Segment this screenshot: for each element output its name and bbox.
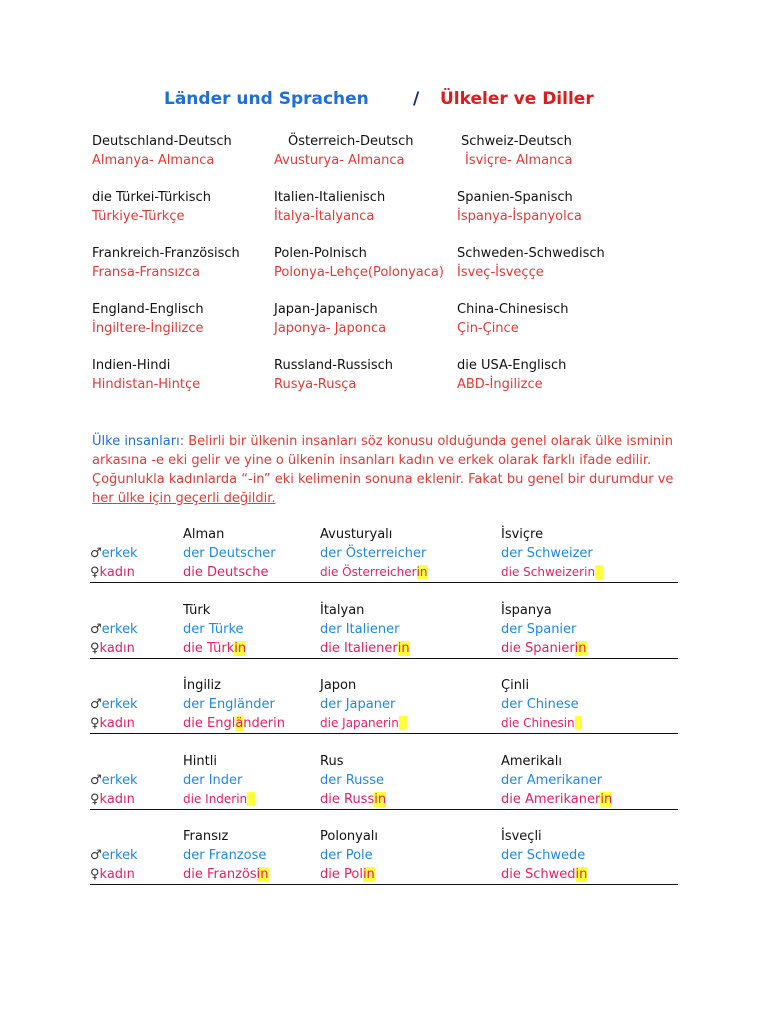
female-suffix-highlight: ä (235, 716, 244, 731)
female-label-text: kadın (99, 792, 135, 807)
nationality-header: Fransız (183, 829, 229, 844)
female-form (501, 865, 587, 884)
male-label-text: erkek (101, 848, 138, 863)
female-form-base: die Engl (183, 716, 236, 731)
female-symbol-icon: ♀ (90, 716, 100, 731)
female-form-base: die Österreicher (320, 565, 417, 579)
nationality-header: İngiliz (183, 678, 221, 693)
country-pair (274, 188, 385, 226)
german-name: Japan-Japanisch (274, 302, 378, 317)
female-label-text: kadın (99, 641, 135, 656)
female-symbol-icon: ♀ (90, 641, 100, 656)
nationality-header: Türk (183, 603, 211, 618)
female-form (183, 639, 246, 658)
turkish-name: ABD-İngilizce (457, 377, 543, 392)
female-form (183, 714, 285, 733)
female-form-base: die Pol (320, 867, 363, 882)
male-form: der Russe (320, 773, 384, 788)
female-symbol-icon: ♀ (90, 565, 100, 580)
female-form (501, 639, 587, 658)
country-pair (92, 132, 232, 170)
male-form: der Engländer (183, 697, 275, 712)
german-name: Italien-Italienisch (274, 190, 386, 205)
male-label-text: erkek (101, 773, 138, 788)
german-name: die Türkei-Türkisch (92, 190, 211, 205)
country-pair (457, 356, 566, 394)
male-label (90, 846, 138, 865)
female-label (90, 714, 135, 733)
female-form-base: die Türk (183, 641, 235, 656)
female-form-base: die Schweizerin (501, 565, 596, 579)
german-name: Polen-Polnisch (274, 246, 367, 261)
german-name: Deutschland-Deutsch (92, 134, 232, 149)
group-divider (90, 582, 678, 583)
female-suffix-highlight: in (574, 641, 587, 656)
female-form-base: die Chinesin (501, 716, 575, 730)
country-pair (457, 300, 569, 338)
group-divider (90, 809, 678, 810)
female-label-text: kadın (99, 716, 135, 731)
turkish-name: İsveç-İsveçҫe (457, 265, 544, 280)
country-pair (274, 300, 386, 338)
country-pair (92, 188, 211, 226)
country-pair (457, 188, 582, 226)
country-pair (461, 132, 572, 170)
group-divider (90, 733, 678, 734)
male-form: der Franzose (183, 848, 267, 863)
female-suffix-highlight (595, 565, 603, 579)
female-label-text: kadın (99, 565, 135, 580)
nationality-header: İspanya (501, 603, 552, 618)
female-symbol-icon: ♀ (90, 792, 100, 807)
female-form-base: die Französ (183, 867, 257, 882)
german-name: Frankreich-Französisch (92, 246, 240, 261)
german-name: Indien-Hindi (92, 358, 171, 373)
female-form (320, 563, 428, 582)
turkish-name: İsviçre- Almanca (465, 153, 573, 168)
female-suffix-highlight (247, 792, 255, 806)
female-form-base: die Deutsche (183, 565, 269, 580)
female-suffix-highlight: in (416, 565, 428, 579)
male-form: der Italiener (320, 622, 400, 637)
male-form: der Österreicher (320, 546, 427, 561)
male-form: der Türke (183, 622, 244, 637)
male-label-text: erkek (101, 546, 138, 561)
country-pair (274, 132, 414, 170)
nationality-header: Rus (320, 754, 344, 769)
female-suffix-highlight: in (397, 641, 410, 656)
female-suffix-highlight: in (234, 641, 247, 656)
female-form-base: die Schwed (501, 867, 576, 882)
nationality-header: Amerikalı (501, 754, 563, 769)
male-form: der Deutscher (183, 546, 276, 561)
male-label (90, 771, 138, 790)
male-label (90, 695, 138, 714)
turkish-name: Türkiye-Türkçe (92, 209, 185, 224)
nationality-header: Çinli (501, 678, 530, 693)
female-suffix-highlight: in (575, 867, 588, 882)
female-form-base: die Inderin (183, 792, 248, 806)
country-pair (92, 244, 240, 282)
female-label (90, 639, 135, 658)
turkish-name: Çin-Çince (457, 321, 519, 336)
paragraph-colon: : (179, 434, 185, 449)
male-symbol-icon: ♂ (90, 622, 102, 637)
german-name: Österreich-Deutsch (288, 134, 414, 149)
title-turkish: Ülkeler ve Diller (440, 89, 594, 109)
title-german: Länder und Sprachen (164, 89, 369, 109)
country-pair (92, 356, 200, 394)
male-form: der Spanier (501, 622, 577, 637)
group-divider (90, 884, 678, 885)
male-form: der Amerikaner (501, 773, 603, 788)
german-name: England-Englisch (92, 302, 204, 317)
male-form: der Japaner (320, 697, 396, 712)
group-divider (90, 658, 678, 659)
female-symbol-icon: ♀ (90, 867, 100, 882)
turkish-name: Almanya- Almanca (92, 153, 215, 168)
country-pair (274, 244, 444, 282)
female-suffix-highlight (575, 716, 583, 730)
nationality-header: Polonyalı (320, 829, 379, 844)
turkish-name: Hindistan-Hintçe (92, 377, 201, 392)
female-form-base: die Japanerin (320, 716, 399, 730)
title-separator: / (413, 89, 420, 109)
male-symbol-icon: ♂ (90, 697, 102, 712)
female-form (320, 714, 407, 733)
female-form-base: die Russ (320, 792, 375, 807)
turkish-name: İngiltere-İngilizce (92, 321, 204, 336)
female-form (320, 865, 375, 884)
male-form: der Pole (320, 848, 373, 863)
male-form: der Chinese (501, 697, 579, 712)
female-label-text: kadın (99, 867, 135, 882)
male-symbol-icon: ♂ (90, 773, 102, 788)
female-form (501, 563, 603, 582)
turkish-name: Fransa-Fransızca (92, 265, 200, 280)
female-form-base: die Spanier (501, 641, 575, 656)
nationality-header: Hintli (183, 754, 217, 769)
german-name: die USA-Englisch (457, 358, 567, 373)
female-form (183, 790, 255, 809)
female-suffix-highlight: in (600, 792, 613, 807)
male-label-text: erkek (101, 697, 138, 712)
female-form-base: die Amerikaner (501, 792, 601, 807)
female-suffix-highlight (399, 716, 407, 730)
german-name: Schweden-Schwedisch (457, 246, 605, 261)
german-name: China-Chinesisch (457, 302, 569, 317)
female-suffix-highlight: in (256, 867, 269, 882)
german-name: Russland-Russisch (274, 358, 393, 373)
nationality-header: İsviçre (501, 527, 544, 542)
female-form (501, 790, 612, 809)
female-label (90, 865, 135, 884)
nationality-header: Japon (320, 678, 357, 693)
female-form-base: die Italiener (320, 641, 398, 656)
german-name: Spanien-Spanisch (457, 190, 573, 205)
female-form (183, 563, 269, 582)
nationality-header: Alman (183, 527, 225, 542)
male-label (90, 620, 138, 639)
female-form (501, 714, 582, 733)
male-label (90, 544, 138, 563)
male-form: der Inder (183, 773, 243, 788)
country-pair (274, 356, 393, 394)
nationality-header: İtalyan (320, 603, 365, 618)
page-title (0, 89, 768, 113)
turkish-name: Japonya- Japonca (274, 321, 387, 336)
male-form: der Schwede (501, 848, 586, 863)
female-form (320, 639, 410, 658)
turkish-name: Avusturya- Almanca (274, 153, 405, 168)
paragraph-underlined: her ülke için geçerli değildir. (92, 491, 276, 506)
turkish-name: Polonya-Lehçe(Polonyaca) (274, 265, 444, 280)
turkish-name: Rusya-Rusça (274, 377, 357, 392)
female-suffix-highlight: in (374, 792, 387, 807)
paragraph-label: Ülke insanları (92, 434, 180, 449)
female-label (90, 790, 135, 809)
male-symbol-icon: ♂ (90, 546, 102, 561)
male-label-text: erkek (101, 622, 138, 637)
intro-paragraph (92, 432, 682, 508)
country-pair (457, 244, 605, 282)
paragraph-body: Belirli bir ülkenin insanları söz konusu olduğunda genel olarak ülke isminin arkasına -e eki gelir ve yine o ülkenin insanları kadın ve erkek olarak farklı ifade edilir. Çoğunlukla kadınlarda “-in” eki kelimenin sonuna eklenir. Fakat bu genel bir durumdur ve (92, 434, 674, 487)
female-form-tail: nderin (243, 716, 285, 731)
nationality-header: İsveçli (501, 829, 542, 844)
turkish-name: İspanya-İspanyolca (457, 209, 582, 224)
turkish-name: İtalya-İtalyanca (274, 209, 375, 224)
female-suffix-highlight: in (362, 867, 375, 882)
german-name: Schweiz-Deutsch (461, 134, 572, 149)
male-form: der Schweizer (501, 546, 593, 561)
female-form (320, 790, 386, 809)
country-pair (92, 300, 204, 338)
female-form (183, 865, 269, 884)
nationality-header: Avusturyalı (320, 527, 393, 542)
male-symbol-icon: ♂ (90, 848, 102, 863)
female-label (90, 563, 135, 582)
